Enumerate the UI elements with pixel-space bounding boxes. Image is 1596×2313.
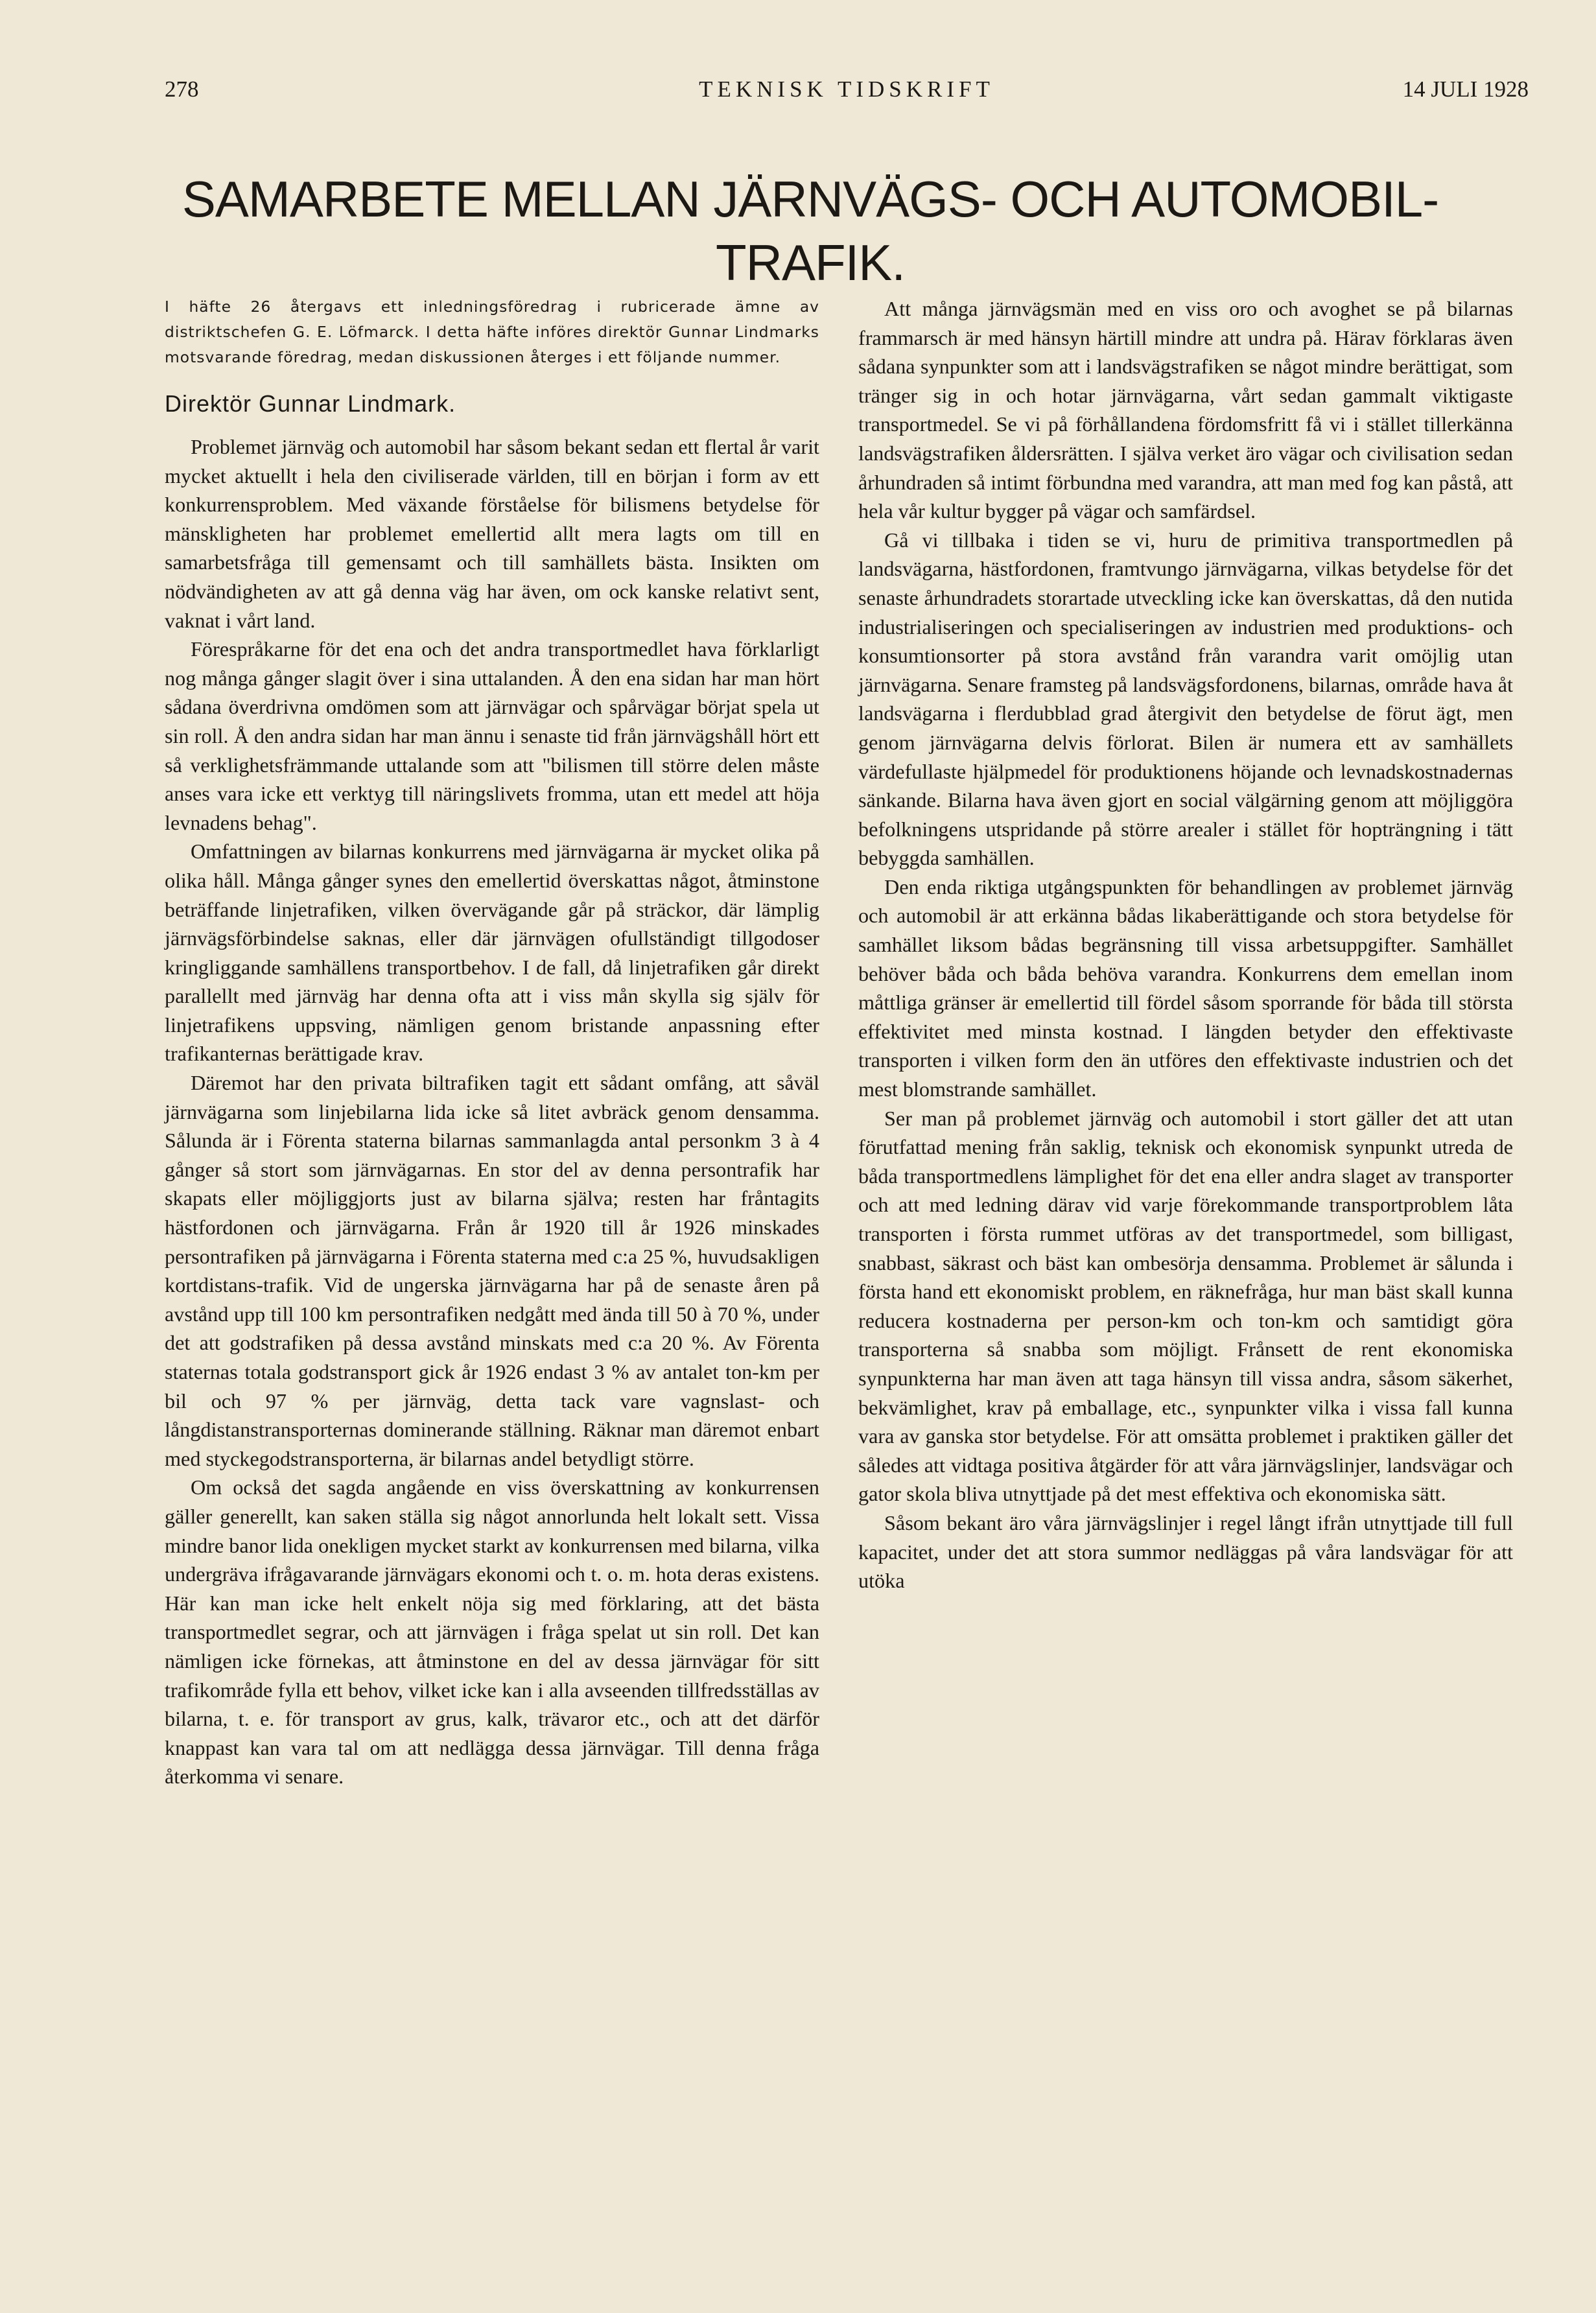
left-column — [165, 294, 819, 1791]
issue-date: 14 JULI 1928 — [1402, 76, 1529, 102]
page-number: 278 — [165, 76, 199, 102]
paragraph: Problemet järnväg och automobil har såsom bekant sedan ett flertal år varit mycket aktuellt i hela den civiliserade världen, till en början i form av ett konkurrensproblem. Med växande förståelse för bilismens betydelse för mänskligheten har problemet emellertid allt mera lagts om till en samarbetsfråga till gemensamt och till samhällets bästa. Insikten om nödvändigheten av att gå denna väg har även, om ock kanske relativt sent, vaknat i vårt land. — [165, 435, 819, 632]
paragraph: Ser man på problemet järnväg och automobil i stort gäller det att utan förutfattad mening från saklig, teknisk och ekonomisk synpunkt utreda de båda transportmedlens lämplighet för det ena eller andra slaget av transporter och att med ledning därav vid varje förekommande transportproblem låta transporten i första rummet utföras av det transportmedel, som billigast, snabbast, säkrast och bäst kan ombesörja densamma. Problemet är sålunda i första hand ett ekonomiskt problem, en räknefråga, hur man bäst skall kunna reducera kostnaderna per person-km och ton-km och samtidigt göra transporterna så snabba som möjligt. Frånsett de rent ekonomiska synpunkterna har man även att taga hänsyn till vissa andra, såsom säkerhet, bekvämlighet, krav på emballage, etc., synpunkter vilka i vissa fall kunna vara av ganska stor betydelse. För att omsätta problemet i praktiken gäller det således att vidtaga positiva åtgärder för att våra järnvägslinjer, landsvägar och gator skola bliva utnyttjade på det mest effektiva och ekonomiska sätt. — [858, 1106, 1513, 1506]
paragraph: Däremot har den privata biltrafiken tagit ett sådant omfång, att såväl järnvägarna som linjebilarna lida icke så litet avbräck genom densamma. Sålunda är i Förenta staterna bilarnas sammanlagda antal personkm 3 à 4 gånger så stort som järnvägarnas. En stor del av denna persontrafik har skapats eller möjliggjorts just av bilarna själva; resten har fråntagits hästfordonen och järnvägarna. Från år 1920 till år 1926 minskades persontrafiken på järnvägarna i Förenta staterna med c:a 25 %, huvudsakligen kortdistans-trafik. Vid de ungerska järnvägarna har på de senaste åren på avstånd upp till 100 km persontrafiken nedgått med ända till 50 à 70 %, under det att godstrafiken på dessa avstånd minskats med c:a 20 %. Av Förenta staternas totala godstransport gick år 1926 endast 3 % av antalet ton-km per bil och 97 % per järnväg, detta tack vare vagnslast- och långdistanstransporternas dominerande ställning. Räknar man däremot enbart med styckegodstransporterna, är bilarnas andel betydligt större. — [165, 1071, 819, 1470]
journal-name: TEKNISK TIDSKRIFT — [699, 76, 994, 102]
article-title: SAMARBETE MELLAN JÄRNVÄGS- OCH AUTOMOBIL-TRAFIK. — [182, 170, 1439, 291]
paragraph: Den enda riktiga utgångspunkten för behandlingen av problemet järnväg och automobil är att erkänna bådas likaberättigande och stora betydelse för samhället liksom bådas begränsning till vissa arbetsuppgifter. Samhället behöver båda och båda behöva varandra. Konkurrens dem emellan inom måttliga gränser är emellertid till fördel såsom sporrande för båda till största effektivitet med minsta kostnad. I längden betyder den effektivaste transporten i vilken form den än utföres den effektivaste industrien och det mest blomstrande samhället. — [858, 875, 1513, 1101]
paragraph: Såsom bekant äro våra järnvägslinjer i regel långt ifrån utnyttjade till full kapacitet, under det att stora summor nedläggas på våra landsvägar för att utöka — [858, 1510, 1513, 1593]
running-head — [165, 76, 1529, 109]
paragraph: Om också det sagda angående en viss överskattning av konkurrensen gäller generellt, kan saken ställa sig något annorlunda helt lokalt sett. Vissa mindre banor lida onekligen mycket starkt av konkurrensen med bilarna, vilka undergräva ifrågavarande järnvägars ekonomi och t. o. m. hota deras existens. Här kan man icke helt enkelt nöja sig med förklaring, att det bästa transportmedlet segrar, och att järnvägen i fråga spelat ut sin roll. Det kan nämligen icke förnekas, att åtminstone en del av dessa järnvägar för sitt trafikområde fylla ett behov, vilket icke kan i alla avseenden tillfredsställas av bilarna, t. e. för transport av grus, kalk, trävaror etc., och att det därför knappast kan vara tal om att nedlägga dessa järnvägar. Till denna fråga återkomma vi senare. — [165, 1475, 819, 1789]
paragraph: Gå vi tillbaka i tiden se vi, huru de primitiva transportmedlen på landsvägarna, hästfordonen, framtvungo järnvägarna, vilkas betydelse för det senaste århundradets storartade utveckling icke kan överskattas, då den nutida industrialiseringen och specialiseringen av industrien med produktions- och konsumtionsorter på stora avstånd från varandra varit omöjlig utan järnvägarna. Senare framsteg på landsvägsfordonens, bilarnas, område hava åt landsvägarna i flerdubblad grad återgivit den betydelse de förut ägt, men genom järnvägarna delvis förlorat. Bilen är numera ett av samhällets värdefullaste hjälpmedel för produktionens höjande och levnadskostnadernas sänkande. Bilarna hava även gjort en social välgärning genom att möjliggöra befolkningens utspridande på större arealer i stället för hopträngning i tätt bebyggda samhällen. — [858, 528, 1513, 870]
paragraph: Förespråkarne för det ena och det andra transportmedlet hava förklarligt nog många gånger slagit över i sina uttalanden. Å den ena sidan har man hört sådana överdrivna omdömen som att järnvägar och spårvägar börjat spela ut sin roll. Å den andra sidan har man ännu i senaste tid från järnvägshåll hört ett så verklighetsfrämmande uttalande som att "bilismen till större delen måste anses vara icke ett verktyg till näringslivets fromma, utan ett medel att höja levnadens behag". — [165, 637, 819, 834]
paragraph: Att många järnvägsmän med en viss oro och avoghet se på bilarnas frammarsch är med hänsyn härtill mindre att undra på. Härav förklaras även sådana synpunkter som att i landsvägstrafiken se något mindre berättigat, som tränger sig in och hotar järnvägarna, vårt sedan gammalt viktigaste transportmedel. Se vi på förhållandena fördomsfritt få vi i stället tillerkänna landsvägstrafiken åldersrätten. I själva verket äro vägar och civilisation sedan århundraden så intimt förbundna med varandra, att man med fog kan påstå, att hela vår kultur bygger på vägar och samfärdsel. — [858, 297, 1513, 523]
paragraph: Omfattningen av bilarnas konkurrens med järnvägarna är mycket olika på olika håll. Många gånger synes den emellertid överskattas något, åtminstone beträffande linjetrafiken, vilken övervägande går på sträckor, där lämplig järnvägsförbindelse saknas, eller där järnvägen ofullständigt tillgodoser kringliggande samhällens transportbehov. I de fall, då linjetrafiken går direkt parallellt med järnväg har denna ofta att i viss mån skylla sig själv för linjetrafikens uppsving, nämligen genom bristande anpassning efter trafikanternas berättigade krav. — [165, 839, 819, 1066]
right-column — [858, 294, 1513, 1595]
speaker-heading: Direktör Gunnar Lindmark. — [165, 390, 456, 417]
editorial-intro: I häfte 26 återgavs ett inledningsföredrag i rubricerade ämne av distriktschefen G. E. Löfmarck. I detta häfte införes direktör Gunnar Lindmarks motsvarande föredrag, medan diskussionen återges i ett följande nummer. — [165, 298, 819, 366]
